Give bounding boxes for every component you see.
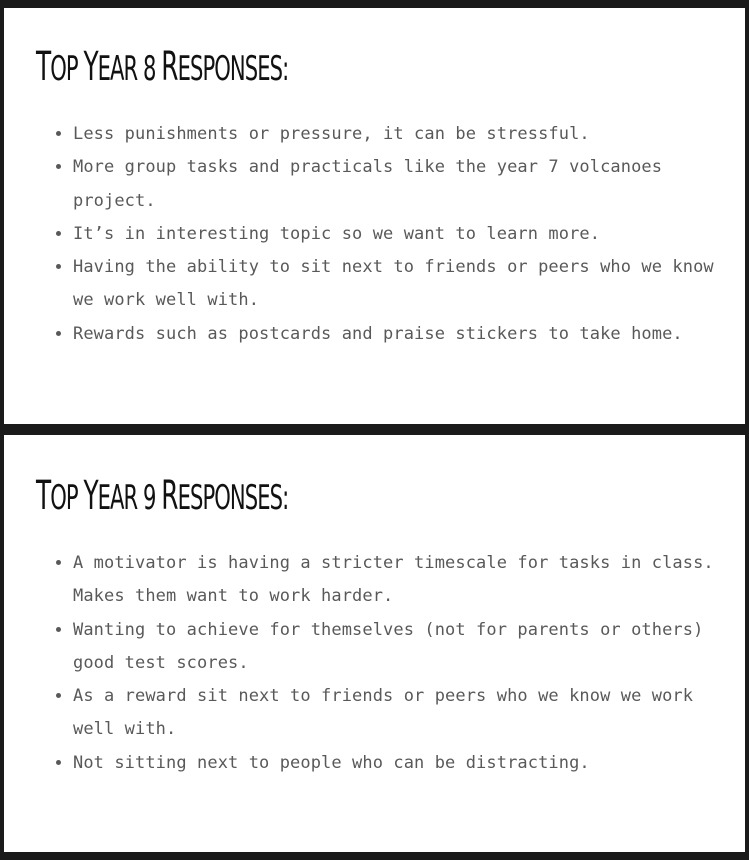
list-item: • As a reward sit next to friends or peers who we know we work well with. [73, 680, 721, 747]
list-item: • Rewards such as postcards and praise stickers to take home. [73, 318, 721, 351]
list-item: • It’s in interesting topic so we want to learn more. [73, 218, 721, 251]
list-item: • Not sitting next to people who can be distracting. [73, 747, 721, 780]
list-item: • A motivator is having a stricter timescale for tasks in class. Makes them want to work harder. [73, 547, 721, 614]
response-list [44, 547, 721, 780]
response-list [44, 118, 721, 351]
list-item: • Less punishments or pressure, it can be stressful. [73, 118, 721, 151]
slide-year-8-responses [4, 8, 745, 424]
list-item: • Having the ability to sit next to friends or peers who we know we work well with. [73, 251, 721, 318]
slide-title: TOP YEAR 8 RESPONSES: [36, 44, 289, 90]
slide-year-9-responses [4, 435, 745, 852]
list-item: • More group tasks and practicals like the year 7 volcanoes project. [73, 151, 721, 218]
list-item: • Wanting to achieve for themselves (not for parents or others) good test scores. [73, 614, 721, 681]
slide-title: TOP YEAR 9 RESPONSES: [36, 473, 289, 519]
